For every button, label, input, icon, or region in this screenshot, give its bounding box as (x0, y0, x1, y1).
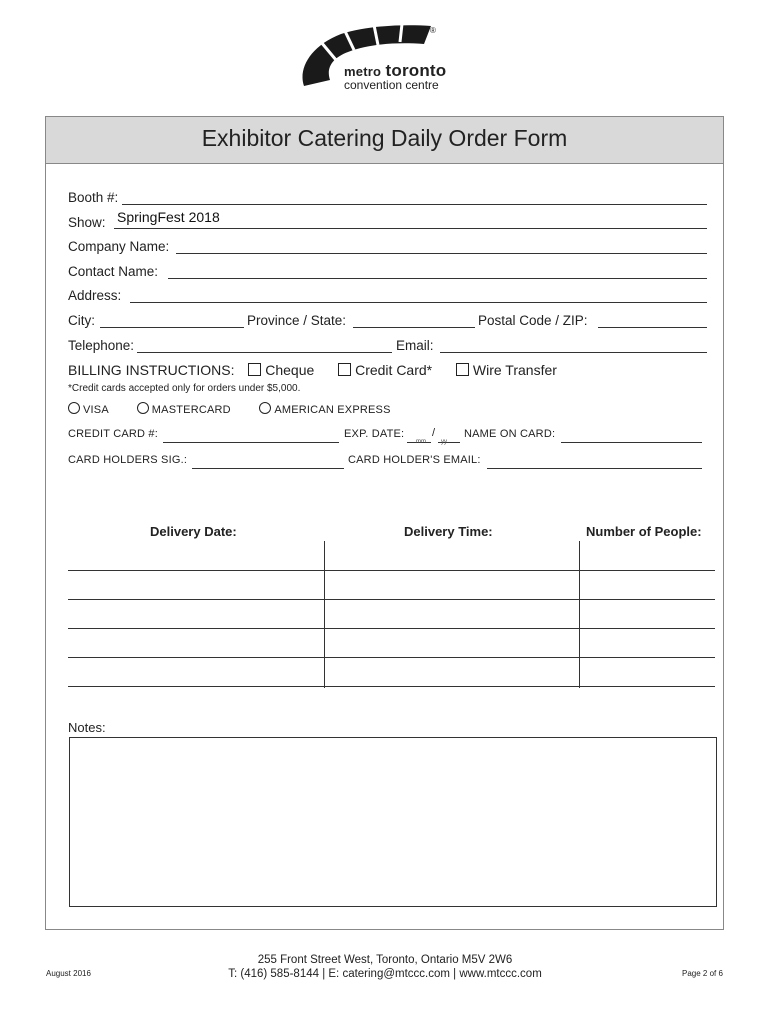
header-number-people: Number of People: (586, 524, 702, 539)
amex-option[interactable] (259, 404, 390, 416)
credit-card-label: Credit Card* (355, 362, 433, 378)
cheque-checkbox[interactable] (248, 363, 261, 376)
wire-transfer-checkbox[interactable] (456, 363, 469, 376)
footer-address: 255 Front Street West, Toronto, Ontario M5V 2W6 (257, 954, 513, 966)
visa-option[interactable] (68, 404, 108, 416)
address-label: Address: (68, 288, 122, 303)
address-field[interactable] (130, 287, 707, 303)
yy-hint: yy (441, 439, 447, 445)
footer-page: Page 2 of 6 (682, 969, 723, 978)
province-label: Province / State: (247, 313, 347, 328)
logo-registered: ® (430, 26, 436, 35)
sig-label: CARD HOLDERS SIG.: (68, 454, 188, 466)
wire-transfer-option[interactable] (456, 362, 557, 378)
form-frame (45, 116, 724, 930)
cheque-option[interactable] (248, 362, 314, 378)
email-label: Email: (396, 338, 434, 353)
booth-field[interactable] (122, 189, 707, 205)
sig-field[interactable] (192, 453, 344, 469)
mastercard-label: MASTERCARD (151, 404, 231, 416)
table-divider-2 (579, 541, 580, 688)
table-row[interactable] (68, 570, 715, 571)
amex-label: AMERICAN EXPRESS (274, 404, 391, 416)
contact-field[interactable] (168, 263, 707, 279)
email-field[interactable] (440, 337, 707, 353)
credit-note: *Credit cards accepted only for orders under $5,000. (68, 383, 301, 394)
credit-card-label-text: CREDIT CARD #: (68, 428, 158, 440)
name-on-card-field[interactable] (561, 427, 702, 443)
visa-label: VISA (83, 404, 109, 416)
contact-label: Contact Name: (68, 264, 159, 279)
logo-word-toronto: toronto (385, 61, 447, 80)
postal-field[interactable] (598, 312, 707, 328)
footer-date: August 2016 (46, 969, 91, 978)
city-label: City: (68, 313, 95, 328)
header-delivery-time: Delivery Time: (404, 524, 493, 539)
province-field[interactable] (353, 312, 475, 328)
table-row[interactable] (68, 686, 715, 687)
billing-row (68, 362, 557, 380)
visa-radio[interactable] (68, 402, 80, 414)
telephone-label: Telephone: (68, 338, 135, 353)
company-label: Company Name: (68, 239, 170, 254)
mastercard-option[interactable] (137, 404, 231, 416)
exp-separator: / (432, 427, 436, 439)
table-row[interactable] (68, 657, 715, 658)
wire-transfer-label: Wire Transfer (472, 362, 557, 378)
show-label: Show: (68, 215, 106, 230)
company-field[interactable] (176, 238, 707, 254)
notes-label: Notes: (68, 720, 106, 735)
table-row[interactable] (68, 599, 715, 600)
footer-contact: T: (416) 585-8144 | E: catering@mtccc.com | www.mtccc.com (228, 968, 542, 980)
name-on-card-label: NAME ON CARD: (464, 428, 556, 440)
holder-email-field[interactable] (487, 453, 702, 469)
booth-label: Booth #: (68, 190, 119, 205)
postal-label: Postal Code / ZIP: (478, 313, 588, 328)
header-delivery-date: Delivery Date: (150, 524, 237, 539)
city-field[interactable] (100, 312, 244, 328)
cheque-label: Cheque (265, 362, 315, 378)
exp-label: EXP. DATE: (344, 428, 405, 440)
show-value: SpringFest 2018 (117, 209, 220, 225)
mm-hint: mm (416, 439, 426, 445)
logo-line2: convention centre (344, 78, 439, 92)
title-bar (46, 117, 723, 164)
holder-email-label: CARD HOLDER'S EMAIL: (348, 454, 481, 466)
card-types-row (68, 402, 391, 420)
form-title: Exhibitor Catering Daily Order Form (201, 125, 568, 151)
mastercard-radio[interactable] (137, 402, 149, 414)
logo-word-metro: metro (344, 64, 382, 79)
table-divider-1 (324, 541, 325, 688)
telephone-field[interactable] (137, 337, 392, 353)
mtcc-logo (296, 24, 486, 96)
amex-radio[interactable] (259, 402, 271, 414)
notes-textarea[interactable] (69, 737, 717, 907)
credit-card-checkbox[interactable] (338, 363, 351, 376)
credit-card-field[interactable] (163, 427, 339, 443)
credit-card-option[interactable] (338, 362, 432, 378)
table-row[interactable] (68, 628, 715, 629)
billing-label: BILLING INSTRUCTIONS: (68, 362, 235, 378)
